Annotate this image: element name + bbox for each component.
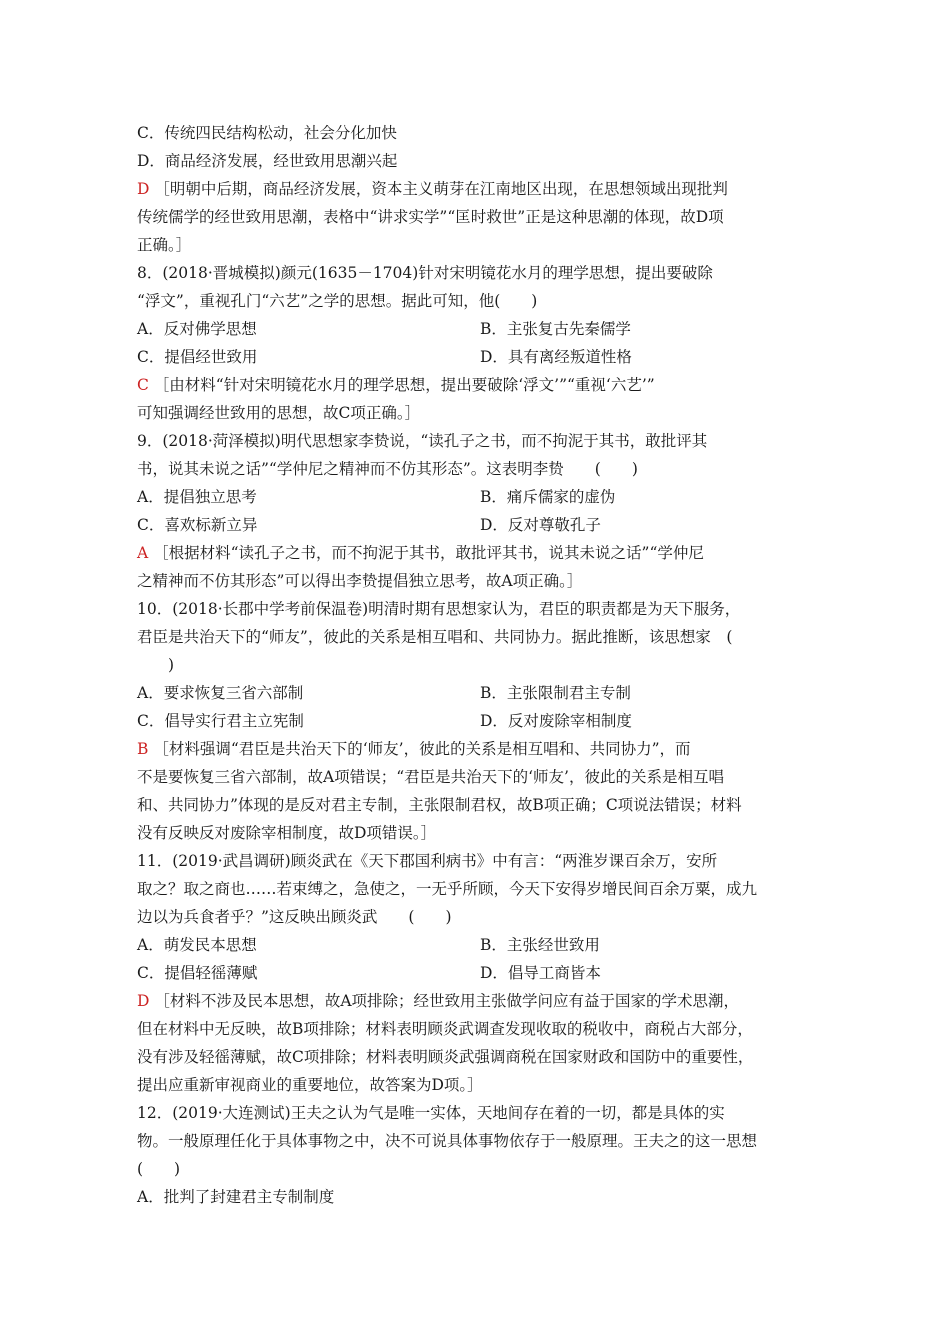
option-a: A．提倡独立思考 [137,488,257,506]
answer-letter: D [137,992,150,1010]
option-c: C．提倡轻徭薄赋 [137,964,258,982]
question-10: 10．(2018·长郡中学考前保温卷)明清时期有思想家认为，君臣的职责都是为天下服务， [137,600,741,618]
option-a: A．萌发民本思想 [137,936,257,954]
answer-explanation: D ［材料不涉及民本思想，故A项排除；经世致用主张做学问应有益于国家的学术思潮， [137,992,740,1010]
text-line: 传统儒学的经世致用思潮，表格中“讲求实学”“匡时救世”正是这种思潮的体现，故D项 [137,208,724,226]
option-d: D．反对尊敬孔子 [480,516,601,534]
option-a: A．反对佛学思想 [137,320,257,338]
option-c: C．倡导实行君主立宪制 [137,712,304,730]
option-d: D．商品经济发展，经世致用思潮兴起 [137,152,398,170]
text-line: “浮文”，重视孔门“六艺”之学的思想。据此可知，他( ) [137,292,538,310]
answer-letter: B [137,740,149,758]
option-d: D．倡导工商皆本 [480,964,601,982]
option-a: A．批判了封建君主专制制度 [137,1188,335,1206]
text-line: 没有涉及轻徭薄赋，故C项排除；材料表明顾炎武强调商税在国家财政和国防中的重要性， [137,1048,754,1066]
text-line: 之精神而不仿其形态”可以得出李贽提倡独立思考，故A项正确。］ [137,572,583,590]
answer-letter: D [137,180,150,198]
answer-letter: C [137,376,149,394]
text-line: 没有反映反对废除宰相制度，故D项错误。］ [137,824,437,842]
text-line: ( ) [137,1160,181,1178]
answer-letter: A [137,544,149,562]
option-c: C．喜欢标新立异 [137,516,258,534]
text-line: 不是要恢复三省六部制，故A项错误；“君臣是共治天下的‘师友’，彼此的关系是相互唱 [137,768,724,786]
answer-explanation: D ［明朝中后期，商品经济发展，资本主义萌芽在江南地区出现，在思想领域出现批判 [137,180,728,198]
text-line: 和、共同协力”体现的是反对君主专制，主张限制君权，故B项正确；C项说法错误；材料 [137,796,742,814]
option-b: B．主张复古先秦儒学 [480,320,631,338]
question-12: 12．(2019·大连测试)王夫之认为气是唯一实体，天地间存在着的一切，都是具体的实 [137,1104,725,1122]
option-d: D．反对废除宰相制度 [480,712,632,730]
text-line: 可知强调经世致用的思想，故C项正确。］ [137,404,421,422]
option-a: A．要求恢复三省六部制 [137,684,304,702]
option-c: C．传统四民结构松动，社会分化加快 [137,124,397,142]
option-c: C．提倡经世致用 [137,348,258,366]
option-b: B．主张经世致用 [480,936,600,954]
text-line: 物。一般原理任化于具体事物之中，决不可说具体事物依存于一般原理。王夫之的这一思想 [137,1132,758,1150]
text-line: 但在材料中无反映，故B项排除；材料表明顾炎武调查发现收取的税收中，商税占大部分， [137,1020,753,1038]
question-8: 8．(2018·晋城模拟)颜元(1635－1704)针对宋明镜花水月的理学思想，提出要破除 [137,264,713,282]
question-11: 11．(2019·武昌调研)顾炎武在《天下郡国利病书》中有言：“两淮岁课百余万，安所 [137,852,718,870]
option-d: D．具有离经叛道性格 [480,348,632,366]
text-line: 取之？取之商也……若束缚之，急使之，一无乎所顾，今天下安得岁增民间百余万粟，成九 [137,880,758,898]
answer-explanation: C ［由材料“针对宋明镜花水月的理学思想，提出要破除‘浮文’”“重视‘六艺’” [137,376,655,394]
text-line: 君臣是共治天下的“师友”，彼此的关系是相互唱和、共同协力。据此推断，该思想家 ( [137,628,733,646]
option-b: B．主张限制君主专制 [480,684,631,702]
text-line: 正确。］ [137,236,192,254]
question-9: 9．(2018·菏泽模拟)明代思想家李贽说，“读孔子之书，而不拘泥于其书，敢批评其 [137,432,708,450]
text-line: 提出应重新审视商业的重要地位，故答案为D项。］ [137,1076,483,1094]
answer-explanation: A ［根据材料“读孔子之书，而不拘泥于其书，敢批评其书，说其未说之话”“学仲尼 [137,544,704,562]
option-b: B．痛斥儒家的虚伪 [480,488,616,506]
text-line: 边以为兵食者乎？”这反映出顾炎武 ( ) [137,908,452,926]
text-line: 书，说其未说之话”“学仲尼之精神而不仿其形态”。这表明李贽 ( ) [137,460,638,478]
text-line: ) [137,656,175,674]
answer-explanation: B ［材料强调“君臣是共治天下的‘师友’，彼此的关系是相互唱和、共同协力”，而 [137,740,691,758]
